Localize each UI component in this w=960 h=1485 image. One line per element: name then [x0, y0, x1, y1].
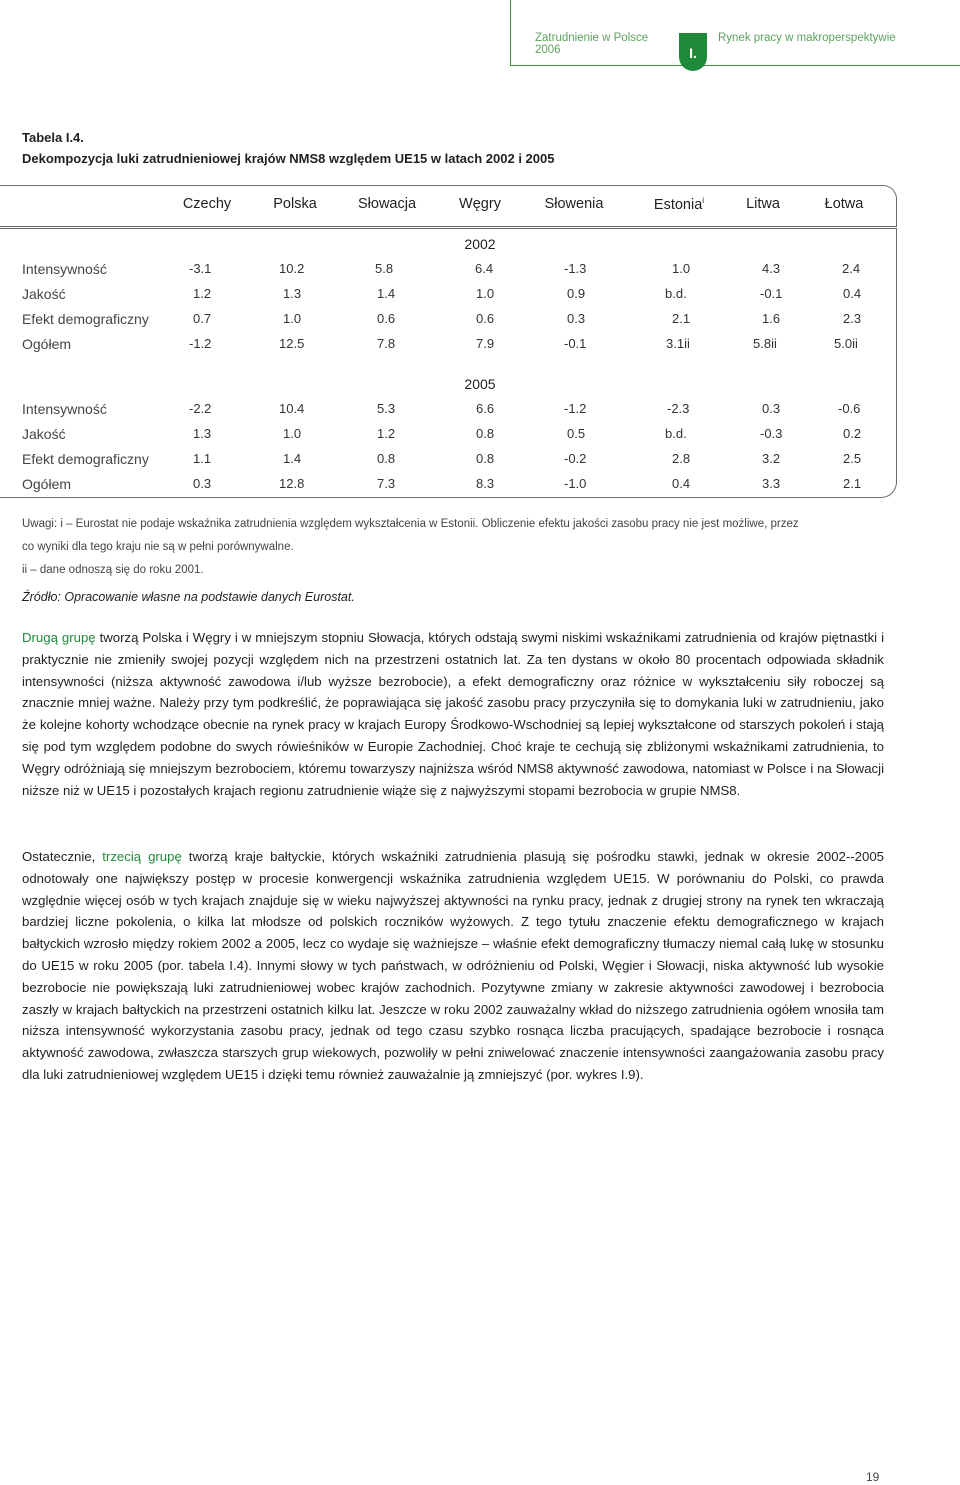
- table-title: Dekompozycja luki zatrudnieniowej krajów NMS8 względem UE15 w latach 2002 i 2005: [22, 151, 555, 166]
- table-cell: 0.8: [476, 451, 495, 466]
- body-paragraph-2: [22, 846, 884, 1086]
- table-cell: 0.8: [476, 426, 495, 441]
- table-cell: 6.6: [476, 401, 495, 416]
- table-cell: b.d.: [665, 286, 687, 301]
- table-cell: 1.0: [283, 426, 302, 441]
- table-cell: 0.3: [567, 311, 586, 326]
- row-label: Efekt demograficzny: [22, 311, 149, 327]
- table-cell: -0.1: [760, 286, 783, 301]
- highlight-phrase: Drugą grupę: [22, 630, 96, 645]
- table-cell: -0.1: [564, 336, 587, 351]
- row-label: Jakość: [22, 426, 66, 442]
- table-cell: 1.0: [476, 286, 495, 301]
- year-heading: 2002: [464, 236, 496, 252]
- table-cell: 7.9: [476, 336, 495, 351]
- table-cell: 4.3: [762, 261, 781, 276]
- row-label: Ogółem: [22, 336, 72, 352]
- table-cell: -3.1: [189, 261, 212, 276]
- paragraph-text: tworzą kraje bałtyckie, których wskaźniki zatrudnienia plasują się pośrodku stawki, jednak w okresie 2002--2005 odnotowały one największy postęp w procesie konwergencji wskaźnika zatrudnienia względem UE15. W porównaniu do Polski, co prawda względnie więcej osób w tych krajach znajduje się w wieku najwyższej aktywności na rynku pracy, jednak z drugiej strony na rynek ten wkraczają bardziej liczne pokolenia, o kilka lat młodsze od polskich roczników wyżowych. Z tego tytułu znaczenie efektu demograficznego w krajach bałtyckich wzrosło między rokiem 2002 a 2005, lecz co wydaje się ważniejsze – właśnie efekt demograficzny tłumaczy niemal całą lukę w stosunku do UE15 w roku 2005 (por. tabela I.4). Innymi słowy w tych państwach, w odróżnieniu od Polski, Węgier i Słowacji, niska aktywność lub wysokie bezrobocie nie powiększają luki zatrudnieniowej wobec krajów zachodnich. Pozytywne zmiany w zakresie aktywności zawodowej i bezrobocia zaszły w krajach bałtyckich na przestrzeni ostatnich kilku lat. Jeszcze w roku 2002 zauważalny wkład do niższego zatrudnienia ogółem wnosiła tam niższa intensywność wykorzystania zasobu pracy, jednak od tego czasu szybko rosnąca liczba pracujących, spadające bezrobocie i rosnąca aktywność zawodowa, zwłaszcza starszych grup wiekowych, pozwoliły w pełni zniwelować znaczenie intensywności zaangażowania zasobu pracy dla luki zatrudnieniowej względem UE15 i dzięki temu również zauważalnie ją zmniejszyć (por. wykres I.9).: [22, 849, 885, 1082]
- row-label: Efekt demograficzny: [22, 451, 149, 467]
- table-cell: -2.3: [667, 401, 690, 416]
- table-cell: 0.5: [567, 426, 586, 441]
- table-cell: 2.5: [843, 451, 862, 466]
- table-cell: 10.4: [279, 401, 305, 416]
- table-cell: 1.0: [672, 261, 691, 276]
- table-cell: 2.4: [842, 261, 861, 276]
- table-cell: 5.3: [377, 401, 396, 416]
- body-paragraph-1: [22, 627, 884, 801]
- table-cell: 5.8ii: [753, 336, 777, 351]
- table-cell: 12.8: [279, 476, 305, 491]
- column-header-label: Estonia: [653, 196, 703, 213]
- table-note: co wyniki dla tego kraju nie są w pełni porównywalne.: [22, 541, 294, 553]
- table-cell: 2.8: [672, 451, 691, 466]
- table-cell: 7.8: [377, 336, 396, 351]
- table-cell: 6.4: [475, 261, 494, 276]
- table-cell: -2.2: [189, 401, 212, 416]
- table-cell: 1.4: [377, 286, 396, 301]
- table-cell: 10.2: [279, 261, 305, 276]
- column-header: Polska: [273, 196, 317, 212]
- table-source: Źródło: Opracowanie własne na podstawie danych Eurostat.: [22, 590, 355, 604]
- table-cell: 0.9: [567, 286, 586, 301]
- table-cell: 0.3: [762, 401, 781, 416]
- header-chapter-badge: I.: [679, 33, 707, 71]
- table-cell: 1.6: [762, 311, 781, 326]
- table-cell: 1.1: [193, 451, 212, 466]
- paragraph-text: Ostatecznie,: [22, 849, 103, 864]
- table-cell: 3.3: [762, 476, 781, 491]
- column-header: Litwa: [746, 196, 780, 212]
- table-cell: 3.2: [762, 451, 781, 466]
- table-cell: 12.5: [279, 336, 305, 351]
- row-label: Intensywność: [22, 261, 107, 277]
- table-cell: 0.6: [476, 311, 495, 326]
- table-cell: -1.2: [564, 401, 587, 416]
- table-cell: 2.1: [843, 476, 862, 491]
- table-cell: 1.3: [193, 426, 212, 441]
- table-note: Uwagi: i – Eurostat nie podaje wskaźnika zatrudnienia względem wykształcenia w Estonii. Obliczenie efektu jakości zasobu pracy nie jest możliwe, przez: [22, 518, 799, 530]
- table-cell: -0.2: [564, 451, 587, 466]
- table-cell: -1.3: [564, 261, 587, 276]
- footnote-marker: i: [702, 196, 705, 205]
- table-cell: 0.6: [377, 311, 396, 326]
- table-cell: 0.4: [672, 476, 691, 491]
- table-cell: 5.8: [375, 261, 394, 276]
- year-heading: 2005: [464, 376, 496, 392]
- table-cell: 0.2: [843, 426, 862, 441]
- table-cell: 5.0ii: [834, 336, 858, 351]
- table-cell: 0.8: [377, 451, 396, 466]
- row-label: Jakość: [22, 286, 66, 302]
- table-cell: 2.1: [672, 311, 691, 326]
- row-label: Ogółem: [22, 476, 72, 492]
- table-cell: 1.0: [283, 311, 302, 326]
- column-header: Słowenia: [544, 196, 604, 212]
- table-cell: 2.3: [843, 311, 862, 326]
- table-cell: -0.6: [838, 401, 861, 416]
- table-cell: 1.2: [377, 426, 396, 441]
- table-cell: 8.3: [476, 476, 495, 491]
- table-label: Tabela I.4.: [22, 130, 84, 145]
- table-cell: -1.0: [564, 476, 587, 491]
- row-label: Intensywność: [22, 401, 107, 417]
- table-note: ii – dane odnoszą się do roku 2001.: [22, 564, 204, 576]
- header-publication-title: Zatrudnienie w Polsce 2006: [535, 32, 649, 56]
- table-cell: 3.1ii: [666, 336, 690, 351]
- table-cell: 1.3: [283, 286, 302, 301]
- table-cell: 1.2: [193, 286, 212, 301]
- column-header: Czechy: [182, 196, 232, 212]
- table-cell: 7.3: [377, 476, 396, 491]
- table-cell: -1.2: [189, 336, 212, 351]
- table-cell: 1.4: [283, 451, 302, 466]
- header-chapter-title: Rynek pracy w makroperspektywie: [718, 32, 896, 44]
- table-cell: 0.3: [193, 476, 212, 491]
- header-rule-vertical: [510, 0, 511, 66]
- highlight-phrase: trzecią grupę: [102, 849, 182, 864]
- table-cell: 0.4: [843, 286, 862, 301]
- table-cell: b.d.: [665, 426, 687, 441]
- column-header: Łotwa: [824, 196, 864, 212]
- table-cell: 0.7: [193, 311, 212, 326]
- header-rule-horizontal: [510, 65, 960, 66]
- column-header: Węgry: [459, 196, 501, 212]
- column-header: Słowacja: [357, 196, 417, 212]
- page-number: 19: [866, 1470, 880, 1484]
- paragraph-text: tworzą Polska i Węgry i w mniejszym stopniu Słowacja, których odstają swymi niskimi wskaźnikami zatrudnienia od krajów piętnastki i praktycznie nie zmieniły swojej pozycji względem nich na przestrzeni ostatnich lat. Za ten dystans w około 80 procentach odpowiada składnik intensywności (niższa aktywność zawodowa i/lub wyższe bezrobocie), a efekt demograficzny oraz różnice w wykształceniu siły roboczej są znacznie mniej ważne. Należy przy tym podkreślić, że poprawiająca się jakość zasobu pracy przyczyniła się to domykania luki w zatrudnieniu, jako że kolejne kohorty wchodzące obecnie na rynek pracy w krajach Europy Środkowo-Wschodniej są lepiej wykształcone od starszych pokoleń i stają się pod tym względem podobne do swych rówieśników w Europie Zachodniej. Choć kraje te cechują się zbliżonymi wskaźnikami zatrudnienia, to Węgry odróżniają się mniejszym bezrobociem, któremu towarzyszy najniższa wśród NMS8 aktywność zawodowa, natomiast w Polsce i na Słowacji niższe niż w UE15 i pozostałych krajach regionu zatrudnienie wiąże się z najwyższymi stopami bezrobocia w grupie NMS8.: [22, 630, 884, 798]
- table-cell: -0.3: [760, 426, 783, 441]
